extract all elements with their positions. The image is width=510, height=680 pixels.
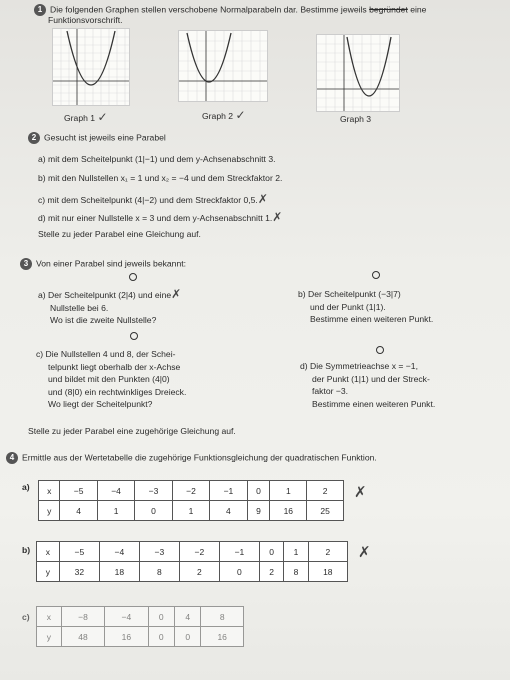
task2-item-c-mark: ✗ xyxy=(257,192,268,206)
graph-1-plot xyxy=(53,29,129,105)
table-row: x −8 −4 0 4 8 xyxy=(37,607,244,627)
graph-2-mark: ✓ xyxy=(235,108,246,122)
pin-icon xyxy=(372,271,380,279)
pin-icon xyxy=(129,273,137,281)
value-table-b xyxy=(36,541,348,582)
graph-2 xyxy=(178,30,268,102)
task1-intro-b: eine xyxy=(407,4,427,15)
table-row: y 4 1 0 1 4 9 16 25 xyxy=(39,501,344,521)
task3-b: b) Der Scheitelpunkt (−3|7) und der Punkt (1|1). Bestimme einen weiteren Punkt. xyxy=(298,289,434,324)
pin-icon xyxy=(376,346,384,354)
task3-a-mark: ✗ xyxy=(171,287,182,301)
task3-d: d) Die Symmetrieachse x = −1, der Punkt (1|1) und der Streck- faktor −3. Bestimme einen weiteren Punkt. xyxy=(300,361,436,409)
task2-item-d: d) mit nur einer Nullstelle x = 3 und dem y-Achsenabschnitt 1.✗ xyxy=(38,210,283,224)
task2-title: Gesucht ist jeweils eine Parabel xyxy=(44,132,166,143)
graph-2-caption: Graph 2 ✓ xyxy=(202,108,246,122)
task4-number: 4 xyxy=(6,452,18,464)
task2-number: 2 xyxy=(28,132,40,144)
table-row: x −5 −4 −3 −2 −1 0 1 2 xyxy=(39,481,344,501)
graph-3-plot xyxy=(317,35,399,111)
table-row: y 32 18 8 2 0 2 8 18 xyxy=(37,562,348,582)
graph-1-mark: ✓ xyxy=(97,110,108,124)
table-b-mark: ✗ xyxy=(358,543,371,561)
task3-title: Von einer Parabel sind jeweils bekannt: xyxy=(36,258,187,269)
value-table-a xyxy=(38,480,344,521)
value-table-c xyxy=(36,606,244,647)
table-c-label: c) xyxy=(22,612,30,622)
table-row: x −5 −4 −3 −2 −1 0 1 2 xyxy=(37,542,348,562)
task2-item-d-mark: ✗ xyxy=(272,210,283,224)
task2-closing: Stelle zu jeder Parabel eine Gleichung auf. xyxy=(38,229,201,239)
task1-intro-a: Die folgenden Graphen stellen verschobene Normalparabeln dar. Bestimme jeweils xyxy=(50,4,370,15)
table-a-label: a) xyxy=(22,482,30,492)
graph-2-plot xyxy=(179,31,267,101)
graph-3-caption: Graph 3 xyxy=(340,114,372,124)
task3-header xyxy=(20,258,186,270)
task2-item-c: c) mit dem Scheitelpunkt (4|−2) und dem Streckfaktor 0,5.✗ xyxy=(38,192,268,206)
task1-intro-struck: begründet xyxy=(369,4,408,15)
task4-header xyxy=(6,452,377,464)
graph-3 xyxy=(316,34,400,112)
task3-c: c) Die Nullstellen 4 und 8, der Schei- telpunkt liegt oberhalb der x-Achse und bildet mit den Punkten (4|0) und (8|0) ein rechtwinkliges Dreieck. Wo liegt der Scheitelpunkt? xyxy=(36,349,187,409)
task2-item-a: a) mit dem Scheitelpunkt (1|−1) und dem y-Achsenabschnitt 3. xyxy=(38,154,276,164)
task3-a: a) Der Scheitelpunkt (2|4) und eine✗ Nullstelle bei 6. Wo ist die zweite Nullstelle? xyxy=(38,287,182,325)
task1-number: 1 xyxy=(34,4,46,16)
graph-1-caption: Graph 1 ✓ xyxy=(64,110,108,124)
pin-icon xyxy=(130,332,138,340)
task4-title: Ermittle aus der Wertetabelle die zugehörige Funktionsgleichung der quadratischen Funktion. xyxy=(22,452,377,463)
table-a-mark: ✗ xyxy=(354,483,367,501)
table-row: y 48 16 0 0 16 xyxy=(37,627,244,647)
task3-number: 3 xyxy=(20,258,32,270)
table-b-label: b) xyxy=(22,545,31,555)
graph-1 xyxy=(52,28,130,106)
task2-item-b: b) mit den Nullstellen x₁ = 1 und x₂ = −4 und dem Streckfaktor 2. xyxy=(38,173,283,183)
task2-header xyxy=(28,132,166,144)
task1-intro-line2: Funktionsvorschrift. xyxy=(48,15,123,25)
task3-closing: Stelle zu jeder Parabel eine zugehörige Gleichung auf. xyxy=(28,426,236,436)
